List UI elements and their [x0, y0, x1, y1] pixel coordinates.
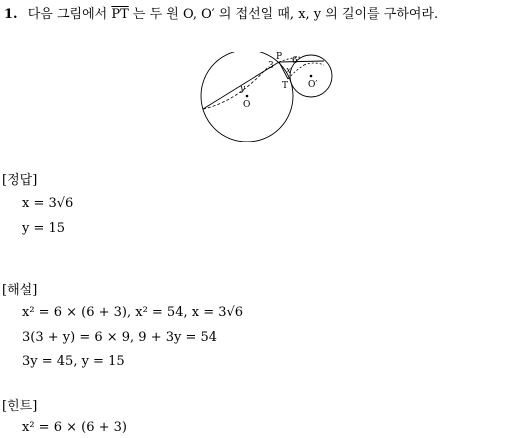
- problem-text-after: 는 두 원 O, O′ 의 접선일 때, x, y 의 길이를 구하여라.: [132, 7, 439, 22]
- label-t: T: [282, 81, 289, 91]
- tangent-small: [279, 61, 324, 62]
- label-six: 6: [292, 56, 298, 66]
- label-x: x: [286, 66, 292, 76]
- label-o: O: [243, 100, 251, 110]
- hint-heading: [힌트]: [2, 399, 38, 414]
- label-o-prime: O′: [308, 80, 318, 90]
- explanation-line-3: 3y = 45, y = 15: [22, 354, 125, 369]
- label-p: P: [276, 52, 283, 62]
- answer-heading: [정답]: [2, 173, 38, 188]
- problem-number: 1.: [4, 7, 18, 22]
- problem-text-before: 다음 그림에서: [27, 7, 108, 22]
- segment-pt: $\overline{PT}$: [111, 7, 129, 22]
- problem-statement: [4, 6, 528, 24]
- explanation-line-2: 3(3 + y) = 6 × 9, 9 + 3y = 54: [22, 330, 218, 345]
- label-y: y: [240, 84, 246, 94]
- explanation-heading: [해설]: [2, 283, 38, 298]
- answer-line-1: x = 3√6: [22, 196, 74, 211]
- explanation-line-1: x² = 6 × (6 + 3), x² = 54, x = 3√6: [22, 305, 244, 320]
- center-o-prime: [310, 75, 313, 78]
- geometry-figure: [196, 52, 338, 142]
- dashed-arc-y: [304, 63, 324, 65]
- hint-line-1: x² = 6 × (6 + 3): [22, 420, 127, 435]
- center-o: [246, 95, 249, 98]
- answer-line-2: y = 15: [22, 221, 66, 236]
- label-three: 3: [268, 61, 274, 71]
